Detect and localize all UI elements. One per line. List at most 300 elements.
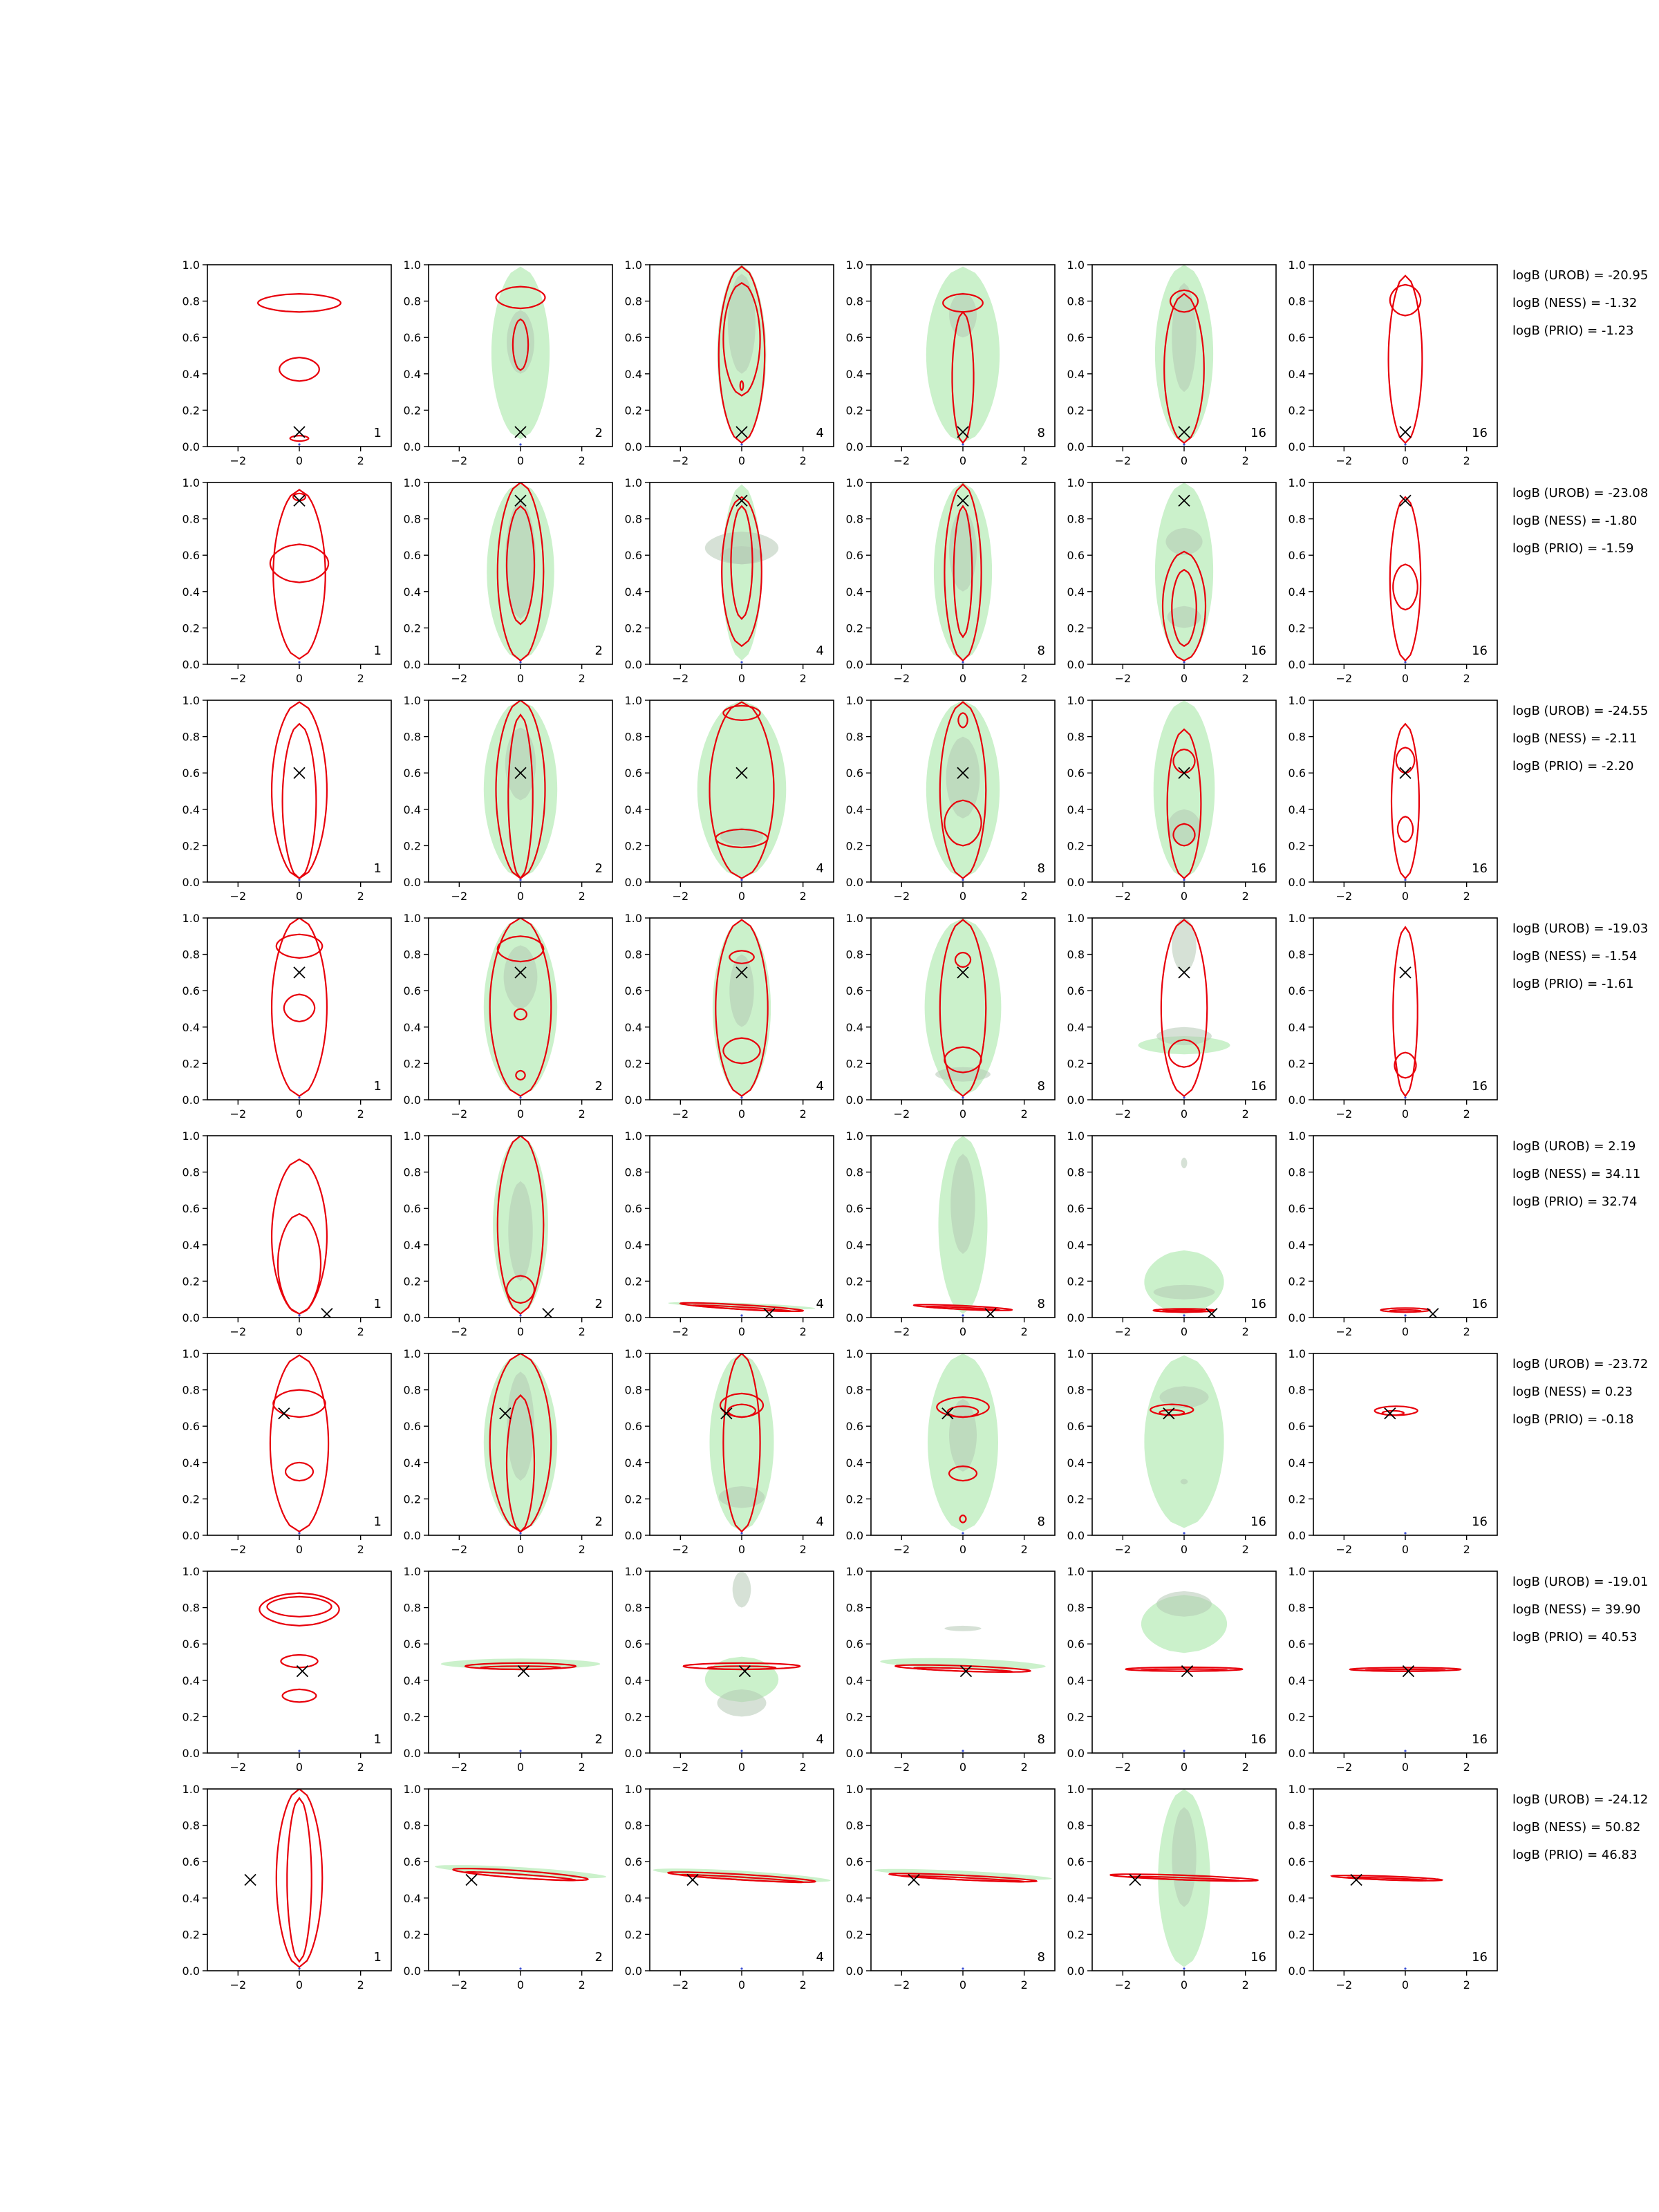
y-tick-label: 1.0 [182,694,200,707]
x-tick-label: 2 [357,1978,364,1991]
y-tick-label: 0.4 [1288,803,1306,816]
y-tick-label: 0.0 [1067,1965,1085,1978]
red-contour-2 [270,544,328,582]
panel-count-label: 4 [816,1079,824,1094]
origin-dot [1404,1750,1406,1752]
y-tick-label: 1.0 [182,1130,200,1143]
y-tick-label: 0.4 [403,803,421,816]
origin-dot [298,1096,300,1098]
y-tick-label: 0.6 [1288,1420,1306,1434]
subplot-r1-c6 [1288,259,1497,467]
origin-dot [298,1750,300,1752]
y-tick-label: 0.0 [624,1747,642,1760]
y-tick-label: 1.0 [624,1783,642,1796]
panel-count-label: 2 [594,644,603,658]
y-tick-label: 1.0 [182,1565,200,1578]
y-tick-label: 0.4 [624,585,642,599]
x-tick-label: 0 [295,672,303,685]
x-tick-label: 0 [1180,890,1188,903]
y-tick-label: 0.6 [403,1202,421,1216]
y-tick-label: 0.8 [1067,1601,1085,1615]
x-tick-label: 2 [578,1978,585,1991]
plot-area [259,1593,339,1752]
x-tick-label: −2 [451,1761,468,1774]
red-contour-3 [1398,816,1413,842]
y-tick-label: 0.2 [624,839,642,853]
plot-area [441,1658,601,1752]
plot-area [487,482,554,664]
logb-stat-1: logB (UROB) = -23.08 [1512,486,1649,500]
y-tick-label: 0.4 [845,1238,863,1252]
y-tick-label: 0.0 [845,658,863,671]
subplot-r2-c4 [846,476,1055,685]
panel-count-label: 2 [594,1950,603,1965]
y-tick-label: 0.8 [182,1165,200,1179]
truth-marker [1400,767,1411,778]
x-tick-label: 2 [799,1978,807,1991]
y-tick-label: 1.0 [182,912,200,925]
plot-area [1138,918,1230,1099]
y-tick-label: 1.0 [403,1783,421,1796]
x-tick-label: 2 [799,1325,807,1338]
y-tick-label: 0.0 [624,1965,642,1978]
y-tick-label: 1.0 [1288,1130,1306,1143]
y-tick-label: 0.0 [624,876,642,889]
x-tick-label: 2 [357,1543,364,1556]
x-tick-label: 2 [799,672,807,685]
y-tick-label: 0.6 [624,984,642,998]
origin-dot [298,443,300,445]
y-tick-label: 0.8 [1288,1383,1306,1397]
subplot-row-5 [182,1130,1641,1338]
y-tick-label: 0.6 [182,1202,200,1216]
origin-dot [1404,443,1406,445]
x-tick-label: 2 [1463,1761,1470,1774]
x-tick-label: 0 [1180,1107,1188,1121]
y-tick-label: 0.8 [403,1383,421,1397]
plot-area [1375,1406,1418,1534]
subplot-r5-c2 [404,1130,612,1338]
logb-stat-1: logB (UROB) = -20.95 [1512,268,1649,283]
y-tick-label: 1.0 [1067,259,1085,272]
x-tick-label: 0 [738,454,746,467]
red-contour-2 [273,1390,325,1418]
y-tick-label: 0.2 [624,1710,642,1724]
panel-count-label: 8 [1037,644,1045,658]
x-tick-label: −2 [672,1107,689,1121]
y-tick-label: 0.8 [624,512,642,526]
plot-area [880,1626,1045,1752]
red-contour-1 [259,1593,339,1626]
y-tick-label: 0.0 [182,1747,200,1760]
y-tick-label: 0.8 [1288,512,1306,526]
x-tick-label: 2 [1020,890,1028,903]
y-tick-label: 0.2 [624,1057,642,1071]
logb-stat-2: logB (NESS) = 34.11 [1512,1167,1641,1181]
subplot-r8-c1 [182,1783,391,1991]
y-tick-label: 0.6 [845,1855,863,1869]
x-tick-label: −2 [229,672,247,685]
y-tick-label: 0.8 [1288,1819,1306,1833]
red-contour-1 [272,918,327,1096]
y-tick-label: 0.2 [845,839,863,853]
y-tick-label: 0.8 [1288,294,1306,308]
y-tick-label: 0.2 [403,1710,421,1724]
y-tick-label: 0.8 [624,1601,642,1615]
y-tick-label: 0.2 [403,839,421,853]
y-tick-label: 0.0 [182,876,200,889]
y-tick-label: 0.2 [1288,1492,1306,1506]
y-tick-label: 0.4 [1288,1456,1306,1470]
logb-stat-2: logB (NESS) = -1.80 [1512,514,1638,528]
y-tick-label: 1.0 [1288,476,1306,489]
x-tick-label: 0 [1180,1325,1188,1338]
y-tick-label: 0.2 [1288,1275,1306,1288]
y-tick-label: 0.2 [1288,839,1306,853]
panel-count-label: 16 [1472,1732,1488,1747]
y-tick-label: 0.2 [624,1928,642,1942]
x-tick-label: 0 [295,890,303,903]
x-tick-label: 2 [357,890,364,903]
x-tick-label: −2 [1114,1978,1132,1991]
panel-count-label: 8 [1037,1297,1045,1311]
subplot-r8-c2 [404,1783,612,1991]
x-tick-label: −2 [451,1107,468,1121]
y-tick-label: 0.0 [1067,1094,1085,1107]
y-tick-label: 1.0 [624,476,642,489]
y-tick-label: 0.6 [1067,1638,1085,1651]
plot-area [1154,700,1215,881]
origin-dot [962,1750,964,1752]
panel-count-label: 8 [1037,1079,1045,1094]
subplot-r6-c1 [182,1347,391,1556]
y-tick-label: 1.0 [1288,1347,1306,1360]
origin-dot [519,661,521,663]
y-tick-label: 0.2 [182,404,200,418]
y-tick-label: 0.6 [1288,767,1306,780]
truth-marker [294,967,305,978]
y-tick-label: 0.2 [1067,404,1085,418]
y-tick-label: 0.4 [845,1891,863,1905]
x-tick-label: 0 [516,890,525,903]
x-tick-label: −2 [1335,1543,1353,1556]
y-tick-label: 0.0 [1288,1747,1306,1760]
panel-count-label: 16 [1250,1079,1266,1094]
subplot-r7-c1 [182,1565,391,1774]
logb-stat-1: logB (UROB) = -19.03 [1512,921,1649,936]
y-tick-label: 0.0 [1288,1311,1306,1324]
y-tick-label: 0.4 [1288,1020,1306,1034]
x-tick-label: 2 [1463,1543,1470,1556]
panel-count-label: 16 [1250,1515,1266,1529]
panel-count-label: 1 [373,426,382,440]
x-tick-label: 0 [738,672,746,685]
subplot-row-1 [182,259,1649,467]
x-tick-label: 0 [295,454,303,467]
subplot-r2-c3 [625,476,834,685]
x-tick-label: −2 [1114,890,1132,903]
plot-area [874,1869,1051,1970]
x-tick-label: 0 [738,1325,746,1338]
y-tick-label: 0.6 [182,1420,200,1434]
x-tick-label: 2 [799,454,807,467]
subplot-r1-c4 [846,259,1055,467]
red-contour-2 [278,1214,321,1314]
y-tick-label: 0.6 [182,1638,200,1651]
origin-dot [740,1532,742,1534]
y-tick-label: 0.0 [182,1094,200,1107]
x-tick-label: −2 [1335,890,1353,903]
plot-area [1144,1158,1224,1320]
panel-count-label: 4 [816,1732,824,1747]
axes-frame [1313,918,1497,1100]
y-tick-label: 1.0 [1067,1130,1085,1143]
y-tick-label: 0.6 [182,331,200,345]
y-tick-label: 0.8 [1288,1165,1306,1179]
origin-dot [298,1314,300,1316]
x-tick-label: 2 [578,1325,585,1338]
panel-count-label: 4 [816,644,824,658]
x-tick-label: 2 [1241,1325,1249,1338]
x-tick-label: 2 [1241,672,1249,685]
y-tick-label: 0.8 [845,512,863,526]
y-tick-label: 0.4 [182,585,200,599]
y-tick-label: 1.0 [403,694,421,707]
x-tick-label: 0 [1401,890,1409,903]
y-tick-label: 0.8 [624,1165,642,1179]
panel-count-label: 2 [594,861,603,876]
y-tick-label: 0.2 [1067,621,1085,635]
x-tick-label: 2 [578,1107,585,1121]
x-tick-label: 0 [738,890,746,903]
logb-stat-1: logB (UROB) = -23.72 [1512,1357,1649,1371]
y-tick-label: 1.0 [182,259,200,272]
x-tick-label: 2 [1241,1761,1249,1774]
logb-stat-2: logB (NESS) = -2.11 [1512,731,1638,746]
panel-count-label: 2 [594,1297,603,1311]
y-tick-label: 0.8 [403,294,421,308]
origin-dot [1183,443,1185,445]
truth-marker [245,1875,256,1886]
x-tick-label: 2 [1020,1543,1028,1556]
y-tick-label: 0.6 [403,549,421,563]
plot-area [272,1159,332,1320]
y-tick-label: 0.2 [1067,1492,1085,1506]
x-tick-label: −2 [451,1543,468,1556]
y-tick-label: 0.8 [403,948,421,962]
axes-frame [207,700,391,882]
x-tick-label: 0 [959,1325,967,1338]
x-tick-label: 2 [357,1761,364,1774]
y-tick-label: 0.4 [624,1456,642,1470]
y-tick-label: 0.0 [403,658,421,671]
y-tick-label: 0.6 [403,1855,421,1869]
y-tick-label: 0.4 [1067,1456,1085,1470]
y-tick-label: 0.2 [845,404,863,418]
x-tick-label: 2 [1241,454,1249,467]
plot-area [493,1136,554,1320]
x-tick-label: 0 [1401,1107,1409,1121]
subplot-r5-c1 [182,1130,391,1338]
x-tick-label: 0 [738,1761,746,1774]
green-region-1 [1144,1250,1224,1314]
y-tick-label: 0.0 [403,1311,421,1324]
y-tick-label: 0.2 [624,1492,642,1506]
y-tick-label: 0.4 [1067,585,1085,599]
x-tick-label: −2 [451,890,468,903]
panel-count-label: 1 [373,644,382,658]
x-tick-label: 0 [1180,1543,1188,1556]
x-tick-label: −2 [1114,1761,1132,1774]
panel-count-label: 16 [1250,644,1266,658]
origin-dot [962,1532,964,1534]
y-tick-label: 0.8 [845,948,863,962]
subplot-r2-c5 [1067,476,1276,685]
y-tick-label: 0.8 [403,1819,421,1833]
green-region-1 [697,700,787,879]
y-tick-label: 0.4 [1067,803,1085,816]
x-tick-label: −2 [893,1761,910,1774]
plot-area [491,267,550,446]
y-tick-label: 1.0 [182,1783,200,1796]
x-tick-label: 2 [578,454,585,467]
y-tick-label: 0.2 [1067,1928,1085,1942]
y-tick-label: 0.8 [1067,1819,1085,1833]
y-tick-label: 1.0 [1288,912,1306,925]
logb-stat-3: logB (PRIO) = -1.23 [1512,324,1634,338]
y-tick-label: 0.8 [624,1819,642,1833]
y-tick-label: 0.2 [182,1275,200,1288]
y-tick-label: 0.4 [182,1674,200,1687]
y-tick-label: 0.4 [403,585,421,599]
red-contour-1 [270,1356,328,1532]
red-contour-4 [283,1689,317,1703]
y-tick-label: 1.0 [1288,259,1306,272]
subplot-r6-c6 [1288,1347,1497,1556]
plot-area [270,490,328,664]
logb-stat-3: logB (PRIO) = -0.18 [1512,1412,1634,1427]
y-tick-label: 0.0 [1288,658,1306,671]
y-tick-label: 0.6 [403,984,421,998]
red-contour-1 [272,702,327,879]
y-tick-label: 0.8 [845,1383,863,1397]
y-tick-label: 1.0 [1067,912,1085,925]
x-tick-label: −2 [1335,1107,1353,1121]
y-tick-label: 0.2 [182,1057,200,1071]
panel-count-label: 16 [1472,1950,1488,1965]
logb-stat-2: logB (NESS) = 39.90 [1512,1602,1641,1617]
plot-area [925,918,1002,1099]
subplot-r8-c5 [1067,1783,1276,1991]
subplot-row-8 [182,1783,1649,1991]
origin-dot [740,879,742,881]
y-tick-label: 0.8 [624,294,642,308]
y-tick-label: 1.0 [403,912,421,925]
origin-dot [1183,1096,1185,1098]
y-tick-label: 1.0 [403,1347,421,1360]
y-tick-label: 0.2 [1288,1710,1306,1724]
panel-count-label: 1 [373,1297,382,1311]
x-tick-label: 2 [1020,1107,1028,1121]
x-tick-label: −2 [893,1978,910,1991]
subplot-r3-c4 [846,694,1055,903]
plot-area [272,918,327,1099]
panel-count-label: 8 [1037,861,1045,876]
x-tick-label: 0 [1401,1761,1409,1774]
subplot-r6-c3 [625,1347,834,1556]
x-tick-label: 0 [959,1543,967,1556]
y-tick-label: 0.0 [182,440,200,453]
subplot-r4-c6 [1288,912,1497,1121]
x-tick-label: 0 [295,1543,303,1556]
x-tick-label: −2 [229,1325,247,1338]
x-tick-label: 2 [1463,672,1470,685]
y-tick-label: 0.8 [182,1819,200,1833]
panel-count-label: 4 [816,861,824,876]
plot-area [926,267,1000,446]
logb-stat-2: logB (NESS) = -1.54 [1512,949,1638,964]
y-tick-label: 0.2 [1288,1928,1306,1942]
panel-count-label: 8 [1037,1732,1045,1747]
plot-area [1350,1666,1461,1752]
y-tick-label: 0.6 [624,1420,642,1434]
x-tick-label: −2 [672,1543,689,1556]
panel-count-label: 16 [1472,426,1488,440]
subplot-r7-c3 [625,1565,834,1774]
logb-stat-1: logB (UROB) = -24.55 [1512,704,1649,718]
x-tick-label: −2 [893,1543,910,1556]
red-contour-1 [1389,276,1423,443]
axes-frame [207,1136,391,1318]
y-tick-label: 0.6 [845,984,863,998]
y-tick-label: 1.0 [403,476,421,489]
subplot-r6-c5 [1067,1347,1276,1556]
x-tick-label: 2 [1463,454,1470,467]
x-tick-label: 2 [1241,890,1249,903]
y-tick-label: 0.4 [1288,367,1306,381]
y-tick-label: 0.4 [1288,585,1306,599]
y-tick-label: 0.0 [403,1094,421,1107]
red-contour-2 [283,724,317,879]
panel-count-label: 4 [816,1297,824,1311]
green-region-1 [1155,482,1213,661]
y-tick-label: 0.0 [182,1529,200,1542]
plot-area [1332,1875,1443,1970]
plot-area [934,482,992,664]
y-tick-label: 1.0 [845,1565,863,1578]
x-tick-label: 0 [1401,1543,1409,1556]
x-tick-label: 2 [578,672,585,685]
red-contour-2 [1395,1053,1416,1078]
y-tick-label: 0.4 [182,803,200,816]
subplot-r8-c4 [846,1783,1055,1991]
subplot-r5-c6 [1288,1130,1497,1338]
x-tick-label: 0 [516,672,525,685]
y-tick-label: 0.0 [845,1965,863,1978]
subplot-r5-c3 [625,1130,834,1338]
x-tick-label: 0 [1401,454,1409,467]
y-tick-label: 1.0 [403,1130,421,1143]
y-tick-label: 0.4 [182,1020,200,1034]
origin-dot [740,661,742,663]
y-tick-label: 0.0 [845,1747,863,1760]
x-tick-label: −2 [451,1325,468,1338]
y-tick-label: 0.2 [845,1275,863,1288]
green-region-2 [944,1626,981,1631]
plot-area [435,1865,606,1969]
origin-dot [298,1967,300,1969]
panel-count-label: 1 [373,861,382,876]
